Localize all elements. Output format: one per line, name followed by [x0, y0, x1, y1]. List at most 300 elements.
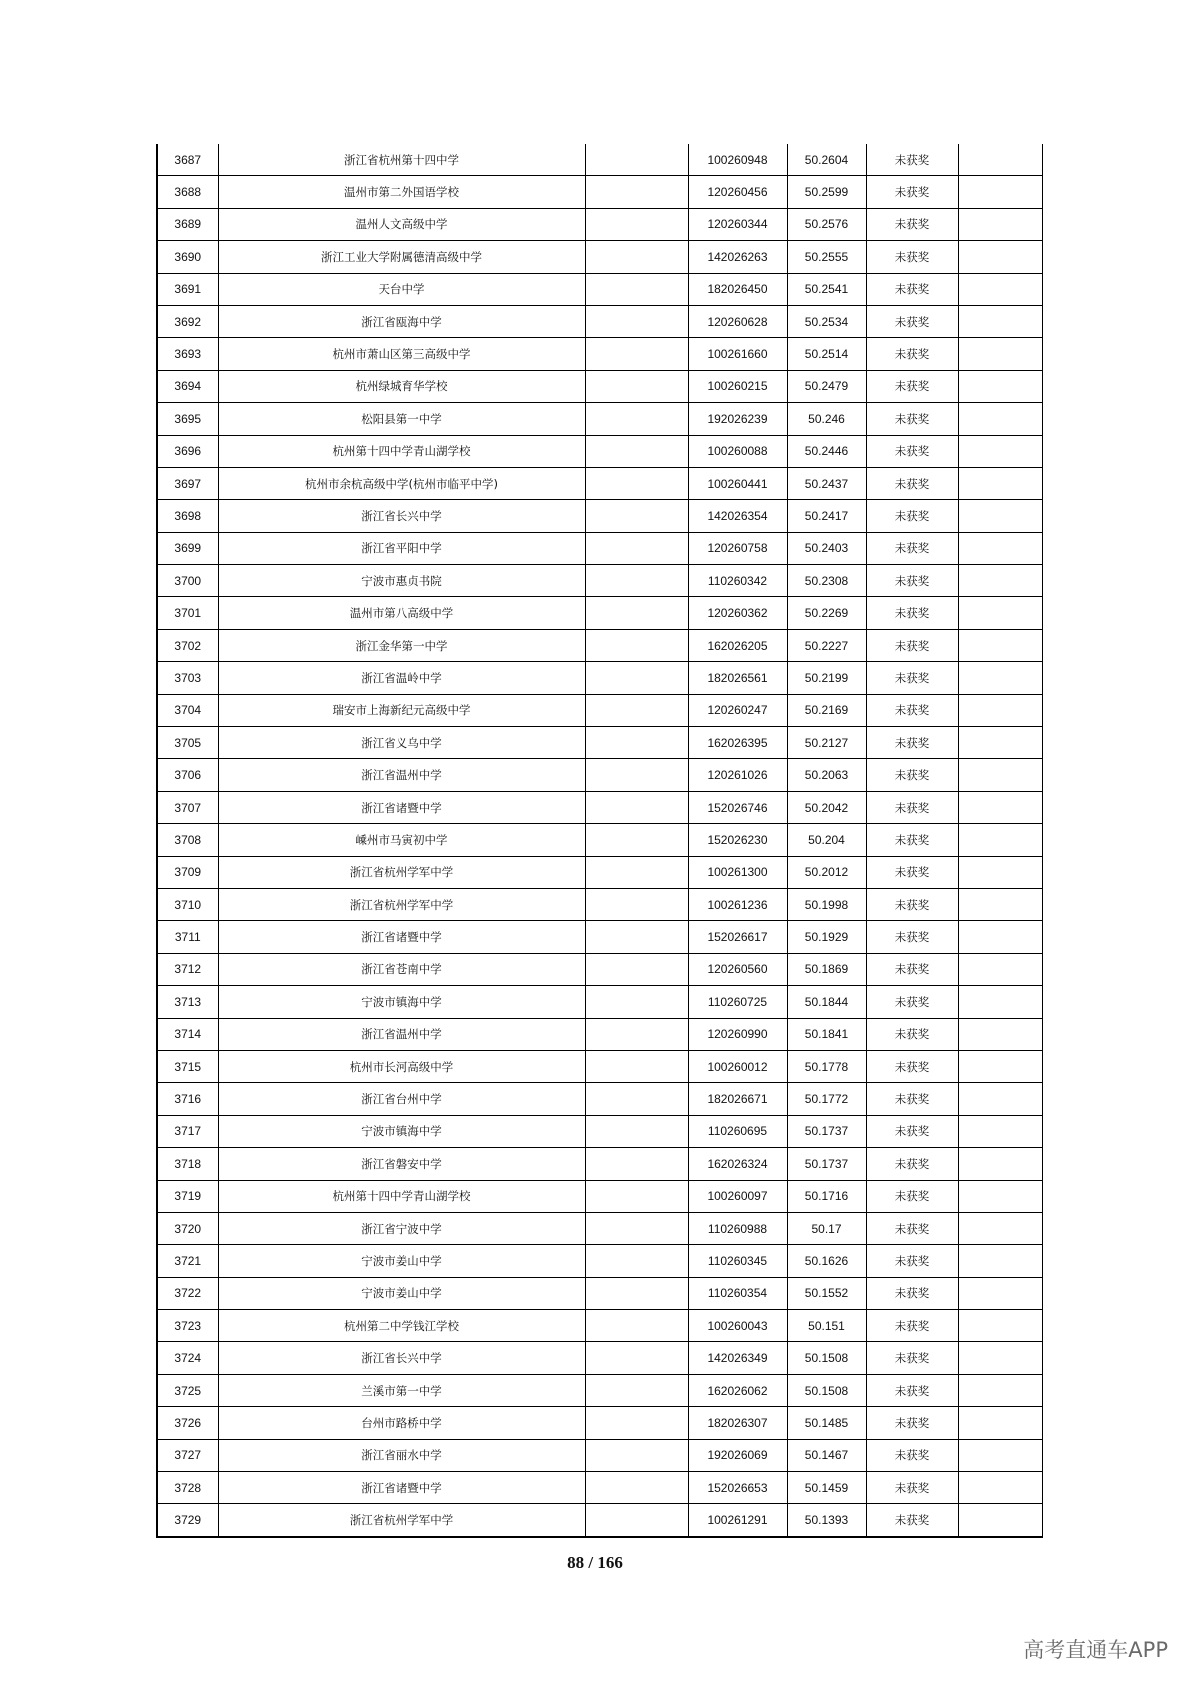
blank-cell [585, 176, 688, 208]
rank-cell: 3694 [157, 370, 218, 402]
award-status-cell: 未获奖 [866, 241, 958, 273]
blank-cell [585, 662, 688, 694]
score-cell: 50.2541 [787, 273, 866, 305]
candidate-id-cell: 100261291 [688, 1504, 787, 1537]
rank-cell: 3717 [157, 1115, 218, 1147]
rank-cell: 3689 [157, 208, 218, 240]
rank-cell: 3690 [157, 241, 218, 273]
award-status-cell: 未获奖 [866, 856, 958, 888]
rank-cell: 3714 [157, 1018, 218, 1050]
school-name-cell: 浙江省杭州第十四中学 [218, 144, 585, 176]
candidate-id-cell: 120260628 [688, 305, 787, 337]
award-status-cell: 未获奖 [866, 629, 958, 661]
table-row [157, 1407, 1042, 1439]
rank-cell: 3729 [157, 1504, 218, 1537]
score-cell: 50.2308 [787, 565, 866, 597]
table-row [157, 435, 1042, 467]
award-status-cell: 未获奖 [866, 1407, 958, 1439]
blank-cell [585, 694, 688, 726]
remarks-cell [958, 953, 1042, 985]
rank-cell: 3721 [157, 1245, 218, 1277]
rank-cell: 3692 [157, 305, 218, 337]
remarks-cell [958, 597, 1042, 629]
candidate-id-cell: 100260097 [688, 1180, 787, 1212]
remarks-cell [958, 824, 1042, 856]
remarks-cell [958, 921, 1042, 953]
remarks-cell [958, 241, 1042, 273]
rank-cell: 3710 [157, 888, 218, 920]
table-row [157, 565, 1042, 597]
table-row [157, 1277, 1042, 1309]
score-cell: 50.2042 [787, 791, 866, 823]
award-status-cell: 未获奖 [866, 467, 958, 499]
award-status-cell: 未获奖 [866, 1374, 958, 1406]
rank-cell: 3707 [157, 791, 218, 823]
blank-cell [585, 1472, 688, 1504]
school-name-cell: 宁波市姜山中学 [218, 1277, 585, 1309]
candidate-id-cell: 152026653 [688, 1472, 787, 1504]
score-cell: 50.1485 [787, 1407, 866, 1439]
table-row [157, 694, 1042, 726]
candidate-id-cell: 120260758 [688, 532, 787, 564]
score-cell: 50.2199 [787, 662, 866, 694]
table-row [157, 1374, 1042, 1406]
candidate-id-cell: 120260990 [688, 1018, 787, 1050]
candidate-id-cell: 100260088 [688, 435, 787, 467]
blank-cell [585, 273, 688, 305]
remarks-cell [958, 532, 1042, 564]
score-cell: 50.2514 [787, 338, 866, 370]
school-name-cell: 温州市第八高级中学 [218, 597, 585, 629]
table-row [157, 176, 1042, 208]
blank-cell [585, 403, 688, 435]
table-row [157, 1504, 1042, 1537]
school-name-cell: 松阳县第一中学 [218, 403, 585, 435]
blank-cell [585, 953, 688, 985]
candidate-id-cell: 162026395 [688, 727, 787, 759]
blank-cell [585, 1050, 688, 1082]
candidate-id-cell: 100260441 [688, 467, 787, 499]
remarks-cell [958, 1472, 1042, 1504]
award-status-cell: 未获奖 [866, 370, 958, 402]
rank-cell: 3728 [157, 1472, 218, 1504]
remarks-cell [958, 986, 1042, 1018]
score-cell: 50.17 [787, 1212, 866, 1244]
score-cell: 50.2169 [787, 694, 866, 726]
candidate-id-cell: 110260345 [688, 1245, 787, 1277]
award-status-cell: 未获奖 [866, 759, 958, 791]
rank-cell: 3727 [157, 1439, 218, 1471]
award-status-cell: 未获奖 [866, 888, 958, 920]
award-status-cell: 未获奖 [866, 500, 958, 532]
school-name-cell: 浙江省丽水中学 [218, 1439, 585, 1471]
remarks-cell [958, 273, 1042, 305]
award-status-cell: 未获奖 [866, 1115, 958, 1147]
score-cell: 50.2127 [787, 727, 866, 759]
remarks-cell [958, 565, 1042, 597]
table-row [157, 1148, 1042, 1180]
school-name-cell: 宁波市惠贞书院 [218, 565, 585, 597]
candidate-id-cell: 100260948 [688, 144, 787, 176]
award-status-cell: 未获奖 [866, 403, 958, 435]
remarks-cell [958, 1115, 1042, 1147]
candidate-id-cell: 120260560 [688, 953, 787, 985]
award-status-cell: 未获奖 [866, 1310, 958, 1342]
award-status-cell: 未获奖 [866, 597, 958, 629]
award-status-cell: 未获奖 [866, 208, 958, 240]
table-row [157, 953, 1042, 985]
school-name-cell: 浙江省温州中学 [218, 759, 585, 791]
score-cell: 50.1459 [787, 1472, 866, 1504]
remarks-cell [958, 305, 1042, 337]
blank-cell [585, 144, 688, 176]
candidate-id-cell: 152026230 [688, 824, 787, 856]
award-status-cell: 未获奖 [866, 1472, 958, 1504]
candidate-id-cell: 192026239 [688, 403, 787, 435]
remarks-cell [958, 1342, 1042, 1374]
remarks-cell [958, 1439, 1042, 1471]
school-name-cell: 浙江省温岭中学 [218, 662, 585, 694]
blank-cell [585, 1245, 688, 1277]
table-row [157, 467, 1042, 499]
candidate-id-cell: 182026307 [688, 1407, 787, 1439]
rank-cell: 3722 [157, 1277, 218, 1309]
table-row [157, 629, 1042, 661]
score-cell: 50.1508 [787, 1374, 866, 1406]
candidate-id-cell: 100261300 [688, 856, 787, 888]
candidate-id-cell: 110260725 [688, 986, 787, 1018]
school-name-cell: 浙江省杭州学军中学 [218, 856, 585, 888]
table-row [157, 759, 1042, 791]
candidate-id-cell: 100260012 [688, 1050, 787, 1082]
school-name-cell: 浙江省诸暨中学 [218, 921, 585, 953]
remarks-cell [958, 435, 1042, 467]
table-row [157, 370, 1042, 402]
blank-cell [585, 597, 688, 629]
score-cell: 50.1737 [787, 1148, 866, 1180]
score-cell: 50.1841 [787, 1018, 866, 1050]
remarks-cell [958, 1148, 1042, 1180]
school-name-cell: 浙江省杭州学军中学 [218, 888, 585, 920]
blank-cell [585, 1504, 688, 1537]
candidate-id-cell: 192026069 [688, 1439, 787, 1471]
rank-cell: 3704 [157, 694, 218, 726]
blank-cell [585, 532, 688, 564]
school-name-cell: 杭州第二中学钱江学校 [218, 1310, 585, 1342]
blank-cell [585, 1018, 688, 1050]
remarks-cell [958, 1374, 1042, 1406]
score-cell: 50.2403 [787, 532, 866, 564]
school-name-cell: 浙江省长兴中学 [218, 500, 585, 532]
candidate-id-cell: 120260344 [688, 208, 787, 240]
award-status-cell: 未获奖 [866, 727, 958, 759]
table-row [157, 824, 1042, 856]
candidate-id-cell: 152026746 [688, 791, 787, 823]
score-cell: 50.1778 [787, 1050, 866, 1082]
school-name-cell: 杭州第十四中学青山湖学校 [218, 1180, 585, 1212]
award-status-cell: 未获奖 [866, 565, 958, 597]
school-name-cell: 浙江省平阳中学 [218, 532, 585, 564]
school-name-cell: 杭州市萧山区第三高级中学 [218, 338, 585, 370]
score-cell: 50.2269 [787, 597, 866, 629]
remarks-cell [958, 208, 1042, 240]
rank-cell: 3709 [157, 856, 218, 888]
blank-cell [585, 1115, 688, 1147]
table-row [157, 921, 1042, 953]
rank-cell: 3702 [157, 629, 218, 661]
score-cell: 50.1929 [787, 921, 866, 953]
rank-cell: 3719 [157, 1180, 218, 1212]
school-name-cell: 瑞安市上海新纪元高级中学 [218, 694, 585, 726]
rank-cell: 3701 [157, 597, 218, 629]
remarks-cell [958, 694, 1042, 726]
table-body [157, 144, 1042, 1537]
table-row [157, 888, 1042, 920]
school-name-cell: 嵊州市马寅初中学 [218, 824, 585, 856]
rank-cell: 3724 [157, 1342, 218, 1374]
score-cell: 50.2604 [787, 144, 866, 176]
score-cell: 50.1737 [787, 1115, 866, 1147]
candidate-id-cell: 162026205 [688, 629, 787, 661]
blank-cell [585, 759, 688, 791]
award-status-cell: 未获奖 [866, 921, 958, 953]
score-cell: 50.151 [787, 1310, 866, 1342]
table-row [157, 305, 1042, 337]
rank-cell: 3715 [157, 1050, 218, 1082]
page-number: 88 / 166 [567, 1553, 623, 1572]
score-cell: 50.1998 [787, 888, 866, 920]
rank-cell: 3725 [157, 1374, 218, 1406]
candidate-id-cell: 182026561 [688, 662, 787, 694]
watermark-text: 高考直通车APP [1023, 1638, 1168, 1662]
award-status-cell: 未获奖 [866, 1212, 958, 1244]
school-name-cell: 宁波市镇海中学 [218, 986, 585, 1018]
remarks-cell [958, 791, 1042, 823]
score-cell: 50.2063 [787, 759, 866, 791]
candidate-id-cell: 110260988 [688, 1212, 787, 1244]
blank-cell [585, 824, 688, 856]
rank-cell: 3688 [157, 176, 218, 208]
blank-cell [585, 435, 688, 467]
table-row [157, 791, 1042, 823]
award-status-cell: 未获奖 [866, 791, 958, 823]
blank-cell [585, 629, 688, 661]
table-row [157, 144, 1042, 176]
school-name-cell: 浙江省诸暨中学 [218, 791, 585, 823]
rank-cell: 3698 [157, 500, 218, 532]
candidate-id-cell: 120261026 [688, 759, 787, 791]
rank-cell: 3697 [157, 467, 218, 499]
score-cell: 50.2227 [787, 629, 866, 661]
blank-cell [585, 1310, 688, 1342]
remarks-cell [958, 144, 1042, 176]
blank-cell [585, 305, 688, 337]
blank-cell [585, 241, 688, 273]
school-name-cell: 浙江省瓯海中学 [218, 305, 585, 337]
rank-cell: 3696 [157, 435, 218, 467]
table-row [157, 1245, 1042, 1277]
candidate-id-cell: 120260247 [688, 694, 787, 726]
score-cell: 50.1772 [787, 1083, 866, 1115]
remarks-cell [958, 1504, 1042, 1537]
school-name-cell: 天台中学 [218, 273, 585, 305]
blank-cell [585, 370, 688, 402]
award-status-cell: 未获奖 [866, 986, 958, 1018]
table-row [157, 1342, 1042, 1374]
candidate-id-cell: 142026349 [688, 1342, 787, 1374]
rank-cell: 3706 [157, 759, 218, 791]
award-status-cell: 未获奖 [866, 1342, 958, 1374]
school-name-cell: 台州市路桥中学 [218, 1407, 585, 1439]
blank-cell [585, 1439, 688, 1471]
score-cell: 50.1467 [787, 1439, 866, 1471]
award-status-cell: 未获奖 [866, 338, 958, 370]
blank-cell [585, 500, 688, 532]
table-row [157, 338, 1042, 370]
table-row [157, 986, 1042, 1018]
candidate-id-cell: 120260456 [688, 176, 787, 208]
score-cell: 50.2437 [787, 467, 866, 499]
blank-cell [585, 1342, 688, 1374]
results-table [156, 144, 1043, 1538]
score-cell: 50.2555 [787, 241, 866, 273]
rank-cell: 3716 [157, 1083, 218, 1115]
blank-cell [585, 1277, 688, 1309]
score-cell: 50.1716 [787, 1180, 866, 1212]
blank-cell [585, 1083, 688, 1115]
candidate-id-cell: 110260695 [688, 1115, 787, 1147]
blank-cell [585, 1148, 688, 1180]
award-status-cell: 未获奖 [866, 532, 958, 564]
table-row [157, 856, 1042, 888]
remarks-cell [958, 1083, 1042, 1115]
remarks-cell [958, 1050, 1042, 1082]
award-status-cell: 未获奖 [866, 176, 958, 208]
school-name-cell: 宁波市姜山中学 [218, 1245, 585, 1277]
candidate-id-cell: 162026324 [688, 1148, 787, 1180]
school-name-cell: 温州人文高级中学 [218, 208, 585, 240]
rank-cell: 3693 [157, 338, 218, 370]
rank-cell: 3705 [157, 727, 218, 759]
remarks-cell [958, 500, 1042, 532]
score-cell: 50.2446 [787, 435, 866, 467]
blank-cell [585, 1374, 688, 1406]
table-row [157, 727, 1042, 759]
score-cell: 50.1508 [787, 1342, 866, 1374]
blank-cell [585, 1180, 688, 1212]
table-row [157, 597, 1042, 629]
rank-cell: 3712 [157, 953, 218, 985]
candidate-id-cell: 100260215 [688, 370, 787, 402]
rank-cell: 3700 [157, 565, 218, 597]
blank-cell [585, 791, 688, 823]
award-status-cell: 未获奖 [866, 1277, 958, 1309]
school-name-cell: 浙江金华第一中学 [218, 629, 585, 661]
candidate-id-cell: 100261660 [688, 338, 787, 370]
candidate-id-cell: 182026671 [688, 1083, 787, 1115]
blank-cell [585, 565, 688, 597]
candidate-id-cell: 100261236 [688, 888, 787, 920]
table-row [157, 1050, 1042, 1082]
remarks-cell [958, 370, 1042, 402]
candidate-id-cell: 182026450 [688, 273, 787, 305]
remarks-cell [958, 1212, 1042, 1244]
remarks-cell [958, 727, 1042, 759]
remarks-cell [958, 403, 1042, 435]
award-status-cell: 未获奖 [866, 1504, 958, 1537]
award-status-cell: 未获奖 [866, 305, 958, 337]
award-status-cell: 未获奖 [866, 1050, 958, 1082]
blank-cell [585, 856, 688, 888]
remarks-cell [958, 629, 1042, 661]
candidate-id-cell: 152026617 [688, 921, 787, 953]
school-name-cell: 浙江省长兴中学 [218, 1342, 585, 1374]
remarks-cell [958, 1245, 1042, 1277]
rank-cell: 3711 [157, 921, 218, 953]
rank-cell: 3718 [157, 1148, 218, 1180]
score-cell: 50.2576 [787, 208, 866, 240]
table-row [157, 1083, 1042, 1115]
school-name-cell: 浙江省义乌中学 [218, 727, 585, 759]
school-name-cell: 兰溪市第一中学 [218, 1374, 585, 1406]
candidate-id-cell: 120260362 [688, 597, 787, 629]
score-cell: 50.204 [787, 824, 866, 856]
candidate-id-cell: 142026354 [688, 500, 787, 532]
award-status-cell: 未获奖 [866, 1083, 958, 1115]
blank-cell [585, 986, 688, 1018]
score-cell: 50.1869 [787, 953, 866, 985]
school-name-cell: 浙江省宁波中学 [218, 1212, 585, 1244]
school-name-cell: 浙江省台州中学 [218, 1083, 585, 1115]
score-cell: 50.2599 [787, 176, 866, 208]
rank-cell: 3713 [157, 986, 218, 1018]
table-row [157, 273, 1042, 305]
school-name-cell: 浙江省苍南中学 [218, 953, 585, 985]
table-row [157, 1018, 1042, 1050]
table-row [157, 532, 1042, 564]
award-status-cell: 未获奖 [866, 1439, 958, 1471]
table-row [157, 1310, 1042, 1342]
school-name-cell: 浙江工业大学附属德清高级中学 [218, 241, 585, 273]
school-name-cell: 浙江省磐安中学 [218, 1148, 585, 1180]
remarks-cell [958, 467, 1042, 499]
score-cell: 50.2534 [787, 305, 866, 337]
blank-cell [585, 338, 688, 370]
table-row [157, 241, 1042, 273]
school-name-cell: 宁波市镇海中学 [218, 1115, 585, 1147]
award-status-cell: 未获奖 [866, 1180, 958, 1212]
award-status-cell: 未获奖 [866, 953, 958, 985]
score-cell: 50.2417 [787, 500, 866, 532]
blank-cell [585, 208, 688, 240]
remarks-cell [958, 176, 1042, 208]
award-status-cell: 未获奖 [866, 273, 958, 305]
candidate-id-cell: 142026263 [688, 241, 787, 273]
rank-cell: 3726 [157, 1407, 218, 1439]
candidate-id-cell: 110260354 [688, 1277, 787, 1309]
rank-cell: 3703 [157, 662, 218, 694]
score-cell: 50.1393 [787, 1504, 866, 1537]
candidate-id-cell: 100260043 [688, 1310, 787, 1342]
blank-cell [585, 1407, 688, 1439]
table-row [157, 208, 1042, 240]
blank-cell [585, 727, 688, 759]
remarks-cell [958, 1277, 1042, 1309]
school-name-cell: 杭州第十四中学青山湖学校 [218, 435, 585, 467]
school-name-cell: 杭州市余杭高级中学(杭州市临平中学) [218, 467, 585, 499]
rank-cell: 3699 [157, 532, 218, 564]
blank-cell [585, 1212, 688, 1244]
